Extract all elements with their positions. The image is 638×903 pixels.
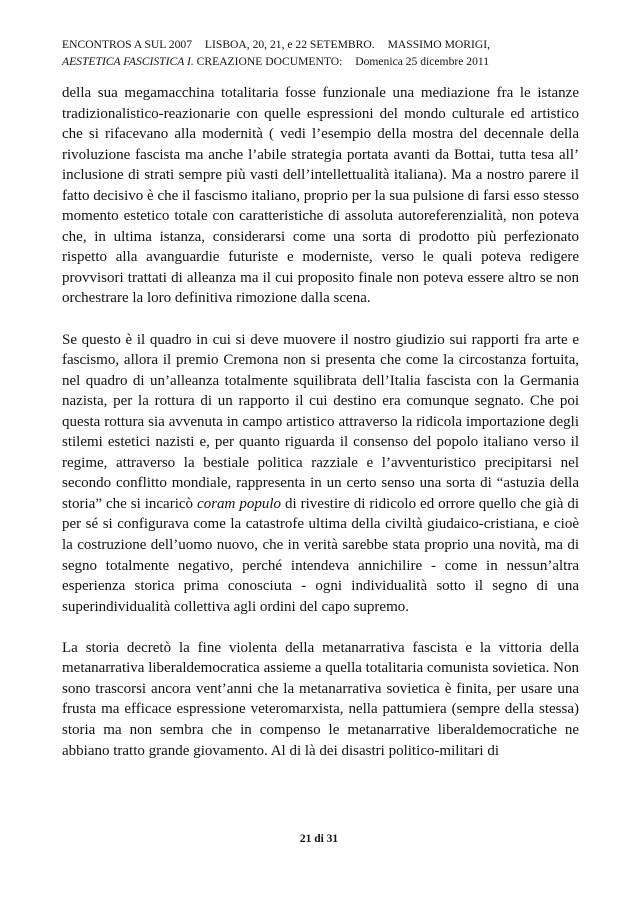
header-work-title: AESTETICA FASCISTICA I. bbox=[62, 55, 194, 68]
paragraph-2-text-a: Se questo è il quadro in cui si deve muovere il nostro giudizio sui rapporti fra arte e fascismo, allora il premio Cremona non si presenta che come la circostanza fortuita, nel quadro di un’alleanza totalmente squilibrata dell’Italia fascista con la Germania nazista, per la rottura di un rapporto il cui destino era comunque segnato. Che poi questa rottura sia avvenuta in campo artistico attraverso la ridicola importazione degli stilemi estetici nazisti e, per quanto riguarda il consenso del popolo italiano verso il regime, attraverso la bestiale politica razziale e l’avventuristico precipitarsi nel secondo conflitto mondiale, rappresenta in un certo senso una sorta di “astuzia della storia” che si incaricò bbox=[62, 331, 579, 512]
paragraph-2-text-b: di rivestire di ridicolo ed orrore quello che già di per sé si configurava come la catastrofe ultima della civiltà giudaico-cristiana, e cioè la costruzione dell’uomo nuovo, che in verità sarebbe stata proprio una novità, ma di segno totalmente negativo, perché intendeva annichilire - come in nessun’altra esperienza storica prima conosciuta - ogni individualità sotto il segno di una superindividualità collettiva agli ordini del capo supremo. bbox=[62, 495, 580, 615]
paragraph-2-italic-phrase: coram populo bbox=[197, 495, 282, 512]
document-body bbox=[62, 83, 579, 782]
paragraph-2 bbox=[62, 330, 579, 618]
header-author: MASSIMO MORIGI, bbox=[387, 38, 490, 51]
paragraph-1: della sua megamacchina totalitaria fosse funzionale una mediazione fra le istanze tradizionalistico-reazionarie con quelle espressioni del mondo culturale ed artistico che si rifacevano alla modernità ( vedi l’esempio della mostra del decennale della rivoluzione fascista ma anche l’abile strategia portata avanti da Bottai, tutta tesa all’ inclusione di strati sempre più vasti dell’intellettualità italiana). Ma a nostro parere il fatto decisivo è che il fascismo italiano, proprio per la sua pulsione di farsi esso stesso momento estetico totale con caratteristiche di assoluta autoreferenzialità, non poteva che, in ultima istanza, considerarsi come una sorta di prodotto più perfezionato rispetto alla avanguardie futuriste e moderniste, verso le quali poteva redigere provvisori trattati di alleanza ma il cui proposito finale non poteva essere altro se non orchestrare la loro definitiva rimozione dalla scena. bbox=[62, 85, 579, 307]
header-creation-label: CREAZIONE DOCUMENTO: bbox=[196, 55, 343, 68]
header-event: ENCONTROS A SUL 2007 bbox=[62, 38, 193, 51]
header-line-1 bbox=[62, 36, 582, 53]
header-date: Domenica 25 dicembre 2011 bbox=[355, 55, 490, 68]
page-number: 21 di 31 bbox=[299, 833, 339, 845]
header-place: LISBOA, 20, 21, e 22 SETEMBRO. bbox=[204, 38, 375, 51]
paragraph-3: La storia decretò la fine violenta della metanarrativa fascista e la vittoria della metanarrativa liberaldemocratica assieme a quella totalitaria comunista sovietica. Non sono trascorsi ancora vent’anni che la metanarrativa sovietica è finita, per usare una frusta ma efficace espressione veteromarxista, nella pattumiera (sempre della stessa) storia ma non sembra che in compenso le metanarrative liberaldemocratiche ne abbiano tratto grande giovamento. Al di là dei disastri politico-militari di bbox=[62, 639, 579, 759]
header-line-2 bbox=[62, 53, 582, 70]
running-header bbox=[62, 36, 582, 70]
